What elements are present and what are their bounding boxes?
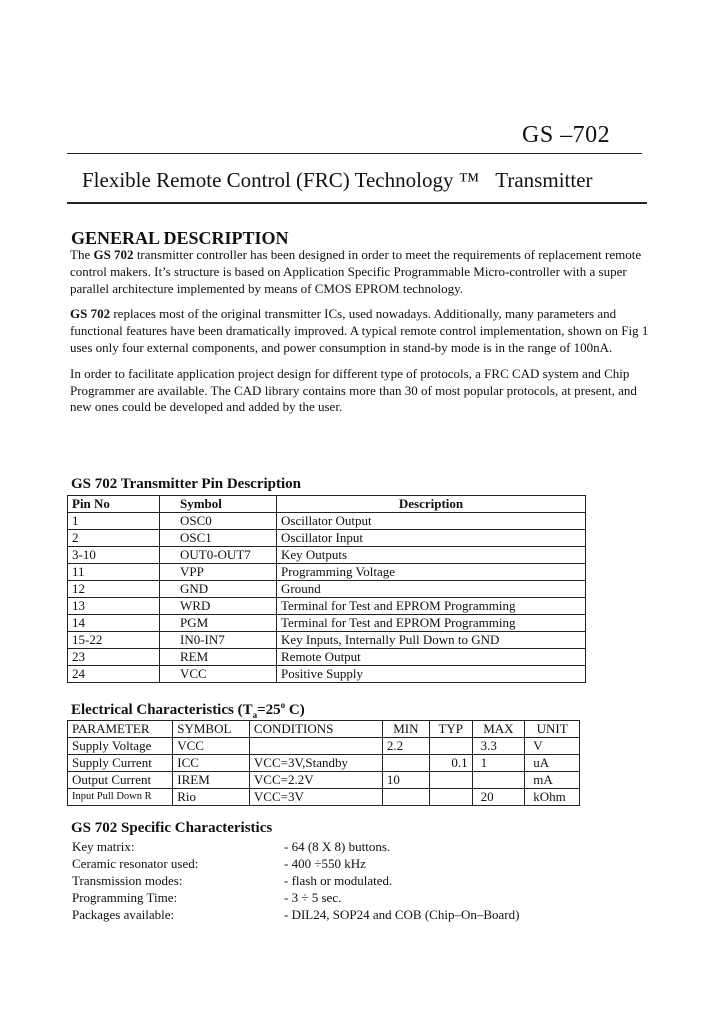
conditions-cell [249, 738, 382, 755]
pin-symbol-cell: PGM [160, 615, 277, 632]
min-cell: 10 [382, 772, 429, 789]
typ-cell [429, 772, 472, 789]
symbol-cell: Rio [173, 789, 250, 806]
spec-label: Key matrix: [72, 839, 135, 854]
spec-value: - 400 ÷550 kHz [284, 856, 366, 871]
specific-heading: GS 702 Specific Characteristics [71, 820, 273, 836]
electrical-heading-eq: =25 [257, 702, 281, 718]
title-main: Flexible Remote Control (FRC) Technology ™ [82, 168, 480, 192]
pin-symbol-cell: REM [160, 649, 277, 666]
conditions-cell: VCC=3V [249, 789, 382, 806]
table-row [68, 547, 586, 564]
header-description: Description [277, 496, 586, 513]
spec-label: Transmission modes: [72, 873, 183, 888]
parameter-cell: Output Current [68, 772, 173, 789]
table-row [68, 738, 580, 755]
title-suffix: Transmitter [495, 168, 593, 192]
electrical-heading-post: C) [285, 702, 305, 718]
electrical-characteristics-table [67, 720, 580, 806]
pin-symbol-cell: WRD [160, 598, 277, 615]
typ-cell [429, 789, 472, 806]
table-row [68, 581, 586, 598]
pin-description-heading: GS 702 Transmitter Pin Description [71, 476, 301, 492]
header-typ: TYP [429, 721, 472, 738]
table-row [68, 564, 586, 581]
pin-description-cell: Programming Voltage [277, 564, 586, 581]
pin-number-cell: 14 [68, 615, 160, 632]
table-row [68, 632, 586, 649]
pin-symbol-cell: OUT0-OUT7 [160, 547, 277, 564]
pin-description-cell: Remote Output [277, 649, 586, 666]
table-row [68, 530, 586, 547]
max-cell [472, 772, 525, 789]
min-cell: 2.2 [382, 738, 429, 755]
document-title [82, 168, 593, 193]
pin-description-cell: Ground [277, 581, 586, 598]
unit-cell: mA [525, 772, 580, 789]
paragraph-1 [70, 247, 650, 297]
unit-cell: V [525, 738, 580, 755]
pin-number-cell: 24 [68, 666, 160, 683]
p2-product: GS 702 [70, 306, 111, 322]
symbol-cell: IREM [173, 772, 250, 789]
header-symbol: Symbol [160, 496, 277, 513]
pin-symbol-cell: OSC1 [160, 530, 277, 547]
pin-description-cell: Positive Supply [277, 666, 586, 683]
pin-number-cell: 15-22 [68, 632, 160, 649]
electrical-heading [71, 700, 305, 720]
header-pin-no: Pin No [68, 496, 160, 513]
table-header-row [68, 496, 586, 513]
table-row [68, 598, 586, 615]
paragraph-3: In order to facilitate application project design for different type of protocols, a FRC CAD system and Chip Programmer are available. The CAD library contains more than 30 of most popular protocols, at present, and new ones could be developed and added by the user. [70, 365, 637, 415]
pin-number-cell: 13 [68, 598, 160, 615]
pin-description-cell: Key Inputs, Internally Pull Down to GND [277, 632, 586, 649]
spec-label: Ceramic resonator used: [72, 856, 199, 871]
pin-symbol-cell: OSC0 [160, 513, 277, 530]
symbol-cell: VCC [173, 738, 250, 755]
symbol-cell: ICC [173, 755, 250, 772]
pin-description-cell: Terminal for Test and EPROM Programming [277, 598, 586, 615]
spec-value: - 3 ÷ 5 sec. [284, 890, 342, 905]
pin-symbol-cell: VCC [160, 666, 277, 683]
pin-description-cell: Oscillator Output [277, 513, 586, 530]
conditions-cell: VCC=2.2V [249, 772, 382, 789]
p2-text: replaces most of the original transmitter ICs, used nowadays. Additionally, many parameters and functional features have been dramatically improved. A typical remote control implementation, shown on Fig 1 uses only four external components, and power consumption in stand-by mode is in the range of 100nA. [70, 306, 649, 355]
pin-number-cell: 12 [68, 581, 160, 598]
header-conditions: CONDITIONS [249, 721, 382, 738]
electrical-heading-pre: Electrical Characteristics (T [71, 702, 253, 718]
table-row [68, 649, 586, 666]
typ-cell [429, 738, 472, 755]
table-row [68, 789, 580, 806]
spec-label: Packages available: [72, 907, 175, 922]
electrical-heading-sub: a [252, 710, 258, 720]
table-row [68, 513, 586, 530]
pin-description-cell: Key Outputs [277, 547, 586, 564]
header-min: MIN [382, 721, 429, 738]
table-row [68, 666, 586, 683]
header-parameter: PARAMETER [68, 721, 173, 738]
pin-symbol-cell: IN0-IN7 [160, 632, 277, 649]
spec-value: - DIL24, SOP24 and COB (Chip–On–Board) [284, 907, 520, 922]
min-cell [382, 755, 429, 772]
pin-description-table [67, 495, 586, 683]
header-symbol: SYMBOL [173, 721, 250, 738]
min-cell [382, 789, 429, 806]
conditions-cell: VCC=3V,Standby [249, 755, 382, 772]
paragraph-2 [70, 306, 650, 356]
header-max: MAX [472, 721, 525, 738]
pin-description-cell: Oscillator Input [277, 530, 586, 547]
pin-number-cell: 2 [68, 530, 160, 547]
general-description-heading: GENERAL DESCRIPTION [71, 228, 289, 248]
pin-number-cell: 3-10 [68, 547, 160, 564]
p1-text: transmitter controller has been designed in order to meet the requirements of replacement remote control makers. It’s structure is based on Application Specific Programmable Micro-controller with a super parallel architecture implemented by means of CMOS EPROM technology. [70, 247, 642, 296]
p1-product: GS 702 [93, 247, 134, 262]
header-unit: UNIT [525, 721, 580, 738]
table-row [68, 772, 580, 789]
pin-number-cell: 11 [68, 564, 160, 581]
parameter-cell: Supply Current [68, 755, 173, 772]
spec-value: - 64 (8 X 8) buttons. [284, 839, 391, 854]
typ-cell: 0.1 [429, 755, 472, 772]
pin-symbol-cell: GND [160, 581, 277, 598]
pin-symbol-cell: VPP [160, 564, 277, 581]
table-row [68, 755, 580, 772]
max-cell: 20 [472, 789, 525, 806]
spec-label: Programming Time: [72, 890, 178, 905]
unit-cell: kOhm [525, 789, 580, 806]
max-cell: 1 [472, 755, 525, 772]
unit-cell: uA [525, 755, 580, 772]
pin-description-cell: Terminal for Test and EPROM Programming [277, 615, 586, 632]
general-description-body [70, 247, 650, 416]
pin-number-cell: 1 [68, 513, 160, 530]
header-rule-bottom [67, 202, 647, 204]
pin-number-cell: 23 [68, 649, 160, 666]
header-rule-top [67, 153, 642, 154]
electrical-heading-sup: o [280, 700, 286, 710]
max-cell: 3.3 [472, 738, 525, 755]
parameter-cell: Input Pull Down R [68, 789, 173, 806]
spec-value: - flash or modulated. [284, 873, 393, 888]
part-number: GS –702 [522, 122, 611, 148]
table-row [68, 615, 586, 632]
p1-lead: The [70, 247, 94, 262]
parameter-cell: Supply Voltage [68, 738, 173, 755]
table-header-row [68, 721, 580, 738]
